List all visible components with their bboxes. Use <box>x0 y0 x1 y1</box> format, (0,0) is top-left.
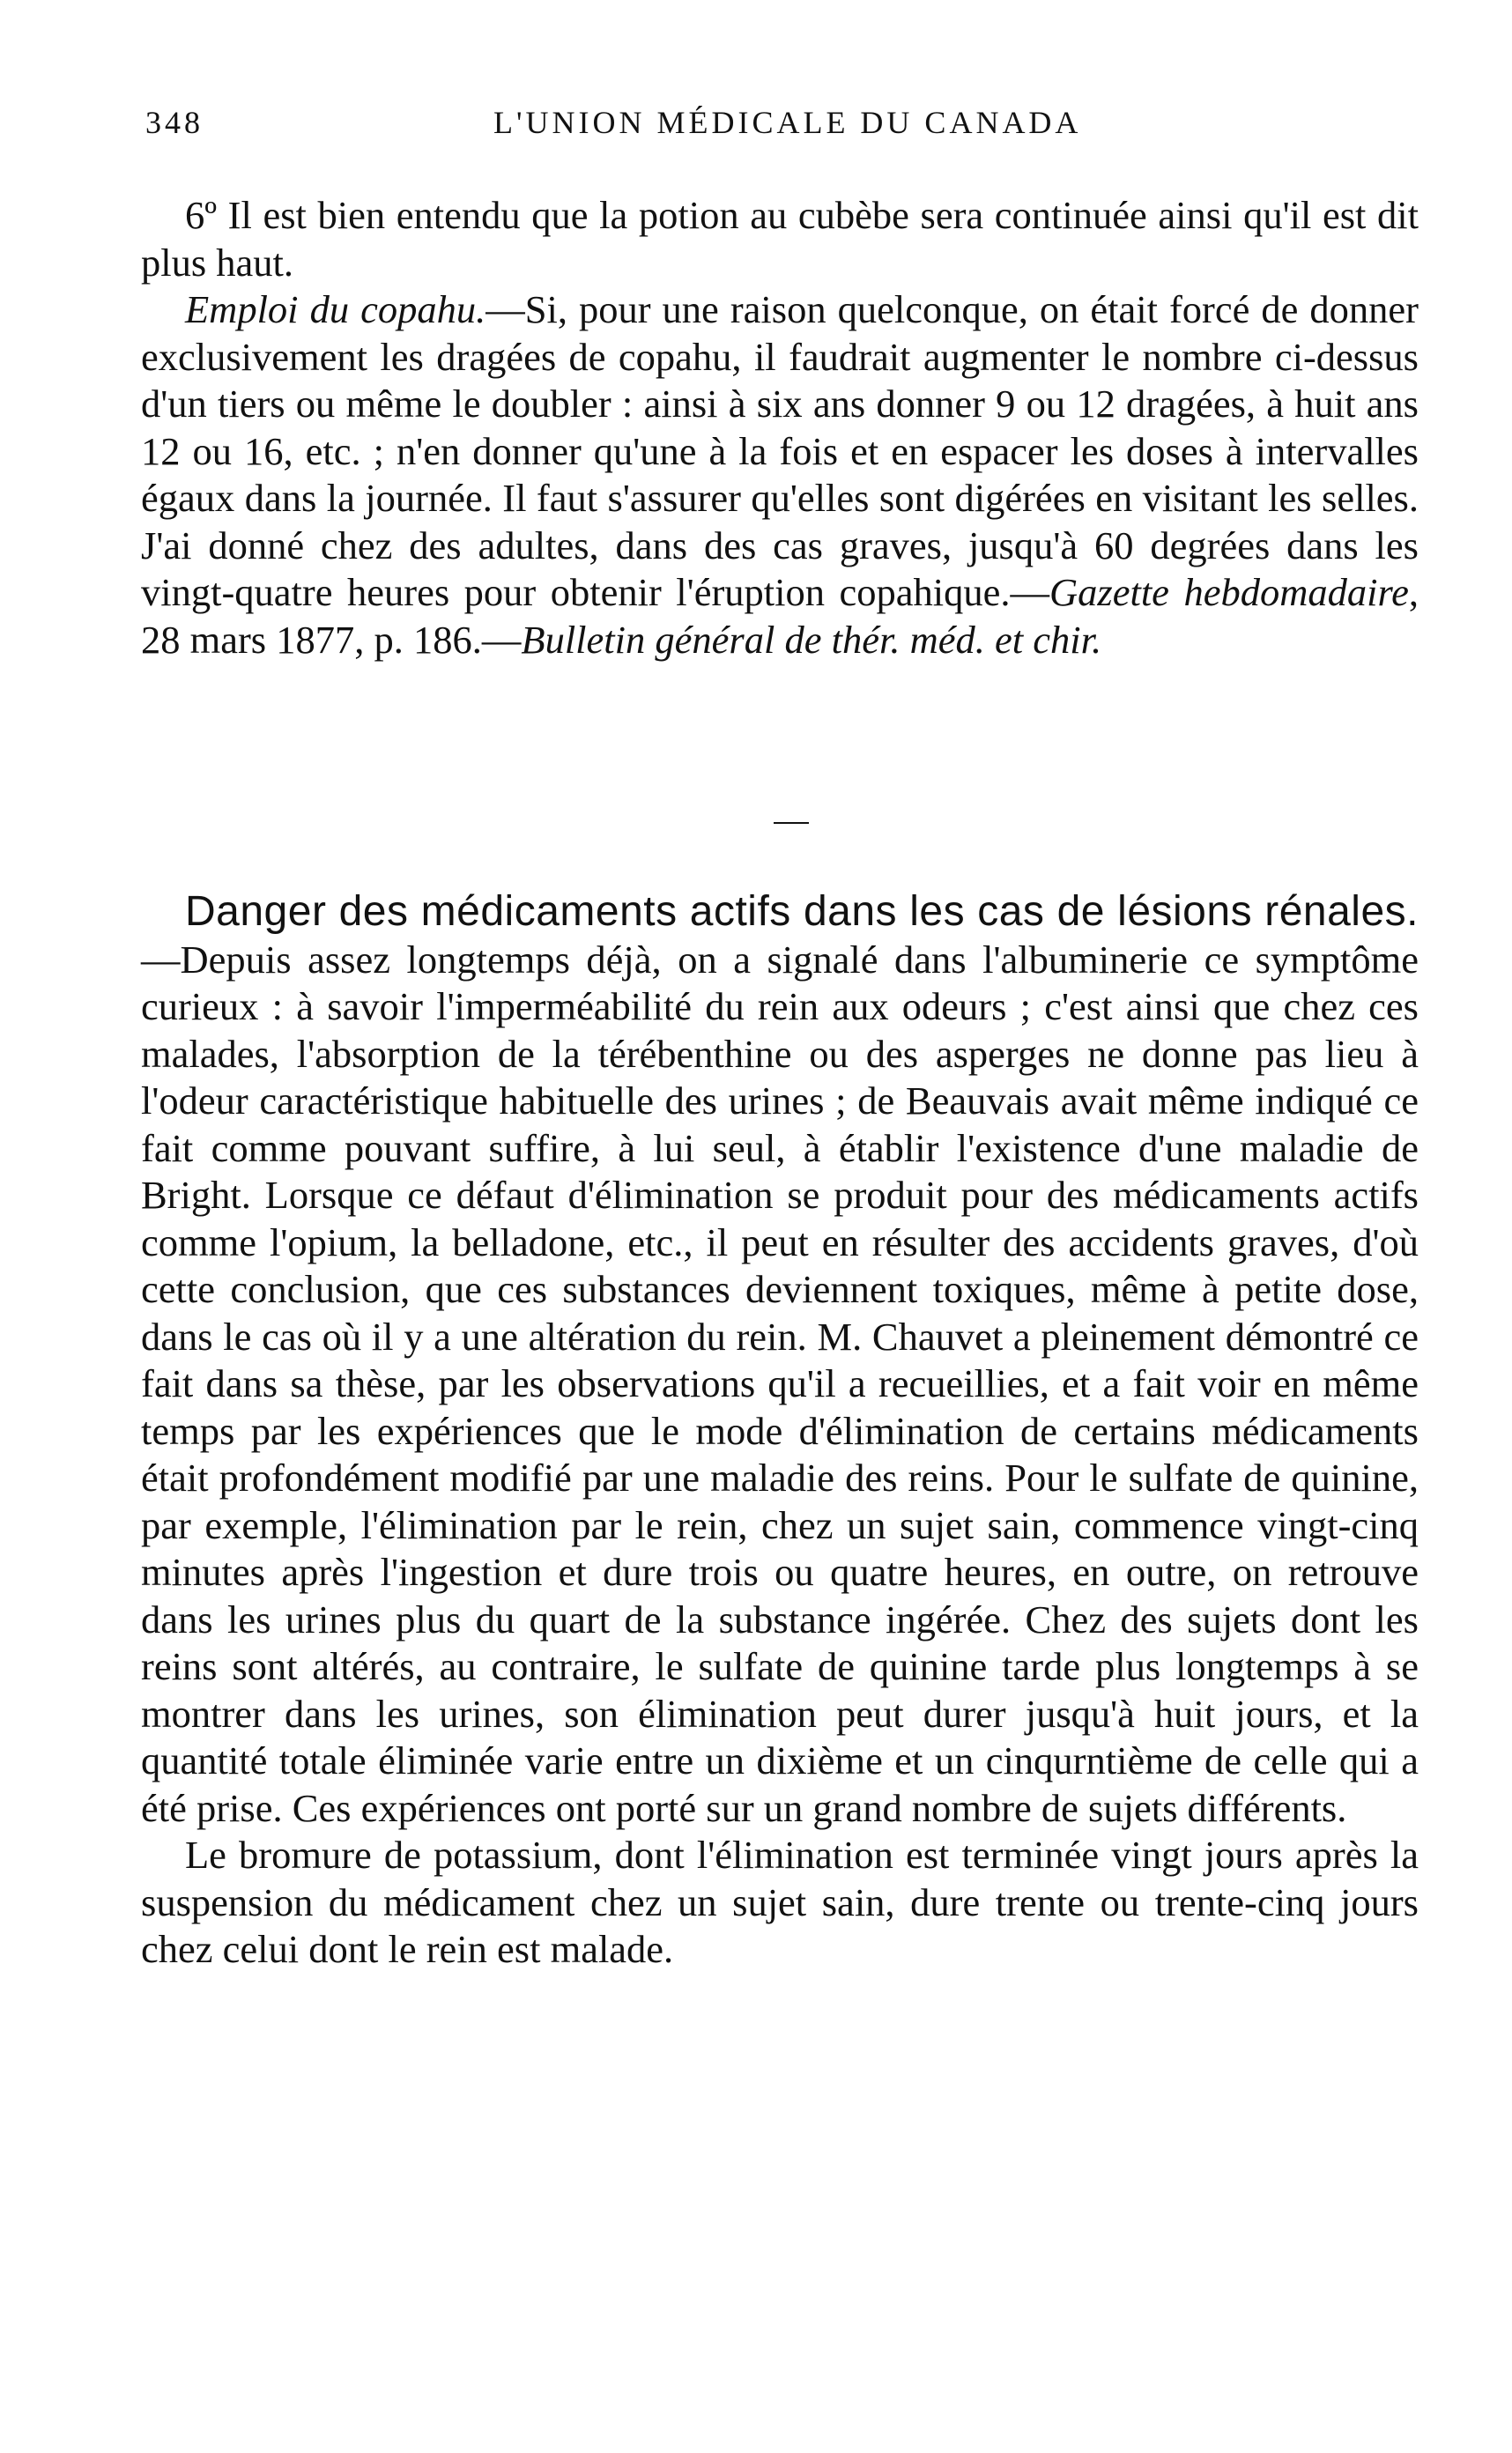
paragraph-copahu <box>141 286 1419 663</box>
paragraph-6: 6º Il est bien entendu que la potion au cubèbe sera continuée ainsi qu'il est dit plus haut. <box>141 193 1419 285</box>
article-lesions-renales <box>141 888 1419 1974</box>
running-head <box>145 104 1423 157</box>
journal-title: L'UNION MÉDICALE DU CANADA <box>493 105 1082 140</box>
source-bulletin: Bulletin général de thér. méd. et chir. <box>521 617 1102 662</box>
previous-article-text <box>141 192 1419 663</box>
article-paragraph-2: Le bromure de potassium, dont l'élimination est terminée vingt jours après la suspension du médicament chez un sujet sain, dure trente ou trente-cinq jours chez celui dont le rein est malade. <box>141 1833 1419 1971</box>
section-divider <box>774 822 809 824</box>
article-paragraph-1-text: —Depuis assez longtemps déjà, on a signalé dans l'albuminerie ce symptôme curieux : à savoir l'imperméabilité du rein aux odeurs ; c'est ainsi que chez ces malades, l'absorption de la térébenthine ou des asperges ne donne pas lieu à l'odeur caractéristique habituelle des urines ; de Beauvais avait même indiqué ce fait comme pouvant suffire, à lui seul, à établir l'existence d'une maladie de Bright. Lorsque ce défaut d'élimination se produit pour des médicaments actifs comme l'opium, la belladone, etc., il peut en résulter des accidents graves, d'où cette conclusion, que ces substances deviennent toxiques, même à petite dose, dans le cas où il y a une altération du rein. M. Chauvet a pleinement démontré ce fait dans sa thèse, par les observations qu'il a recueillies, et a fait voir en même temps par les expériences que le mode d'élimination de certains médicaments était profondément modifié par une maladie des reins. Pour le sulfate de quinine, par exemple, l'élimination par le rein, chez un sujet sain, commence vingt-cinq minutes après l'ingestion et dure trois ou quatre heures, en outre, on retrouve dans les urines plus du quart de la substance ingérée. Chez des sujets dont les reins sont altérés, au contraire, le sulfate de quinine tarde plus longtemps à se montrer dans les urines, son élimination peut durer jusqu'à huit jours, et la quantité totale éliminée varie entre un dixième et un cinqurntième de celle qui a été prise. Ces expériences ont porté sur un grand nombre de sujets différents. <box>141 937 1419 1830</box>
source-gazette-details: , 28 mars 1877, p. 186.— <box>141 570 1419 662</box>
article-paragraph-1 <box>141 888 1419 1832</box>
copahu-label: Emploi du copahu. <box>185 287 486 331</box>
source-gazette: Gazette hebdomadaire <box>1049 570 1409 614</box>
copahu-text: —Si, pour une raison quelconque, on était forcé de donner exclusivement les dragées de copahu, il faudrait augmenter le nombre ci-dessus d'un tiers ou même le doubler : ainsi à six ans donner 9 ou 12 dragées, à huit ans 12 ou 16, etc. ; n'en donner qu'une à la fois et en espacer les doses à intervalles égaux dans la journée. Il faut s'assurer qu'elles sont digérées en visitant les selles. J'ai donné chez des adultes, dans des cas graves, jusqu'à 60 degrées dans les vingt-quatre heures pour obtenir l'éruption copahique.— <box>141 287 1419 614</box>
page-number: 348 <box>145 105 204 140</box>
article-heading: Danger des médicaments actifs dans les cas de lésions rénales. <box>185 888 1419 935</box>
